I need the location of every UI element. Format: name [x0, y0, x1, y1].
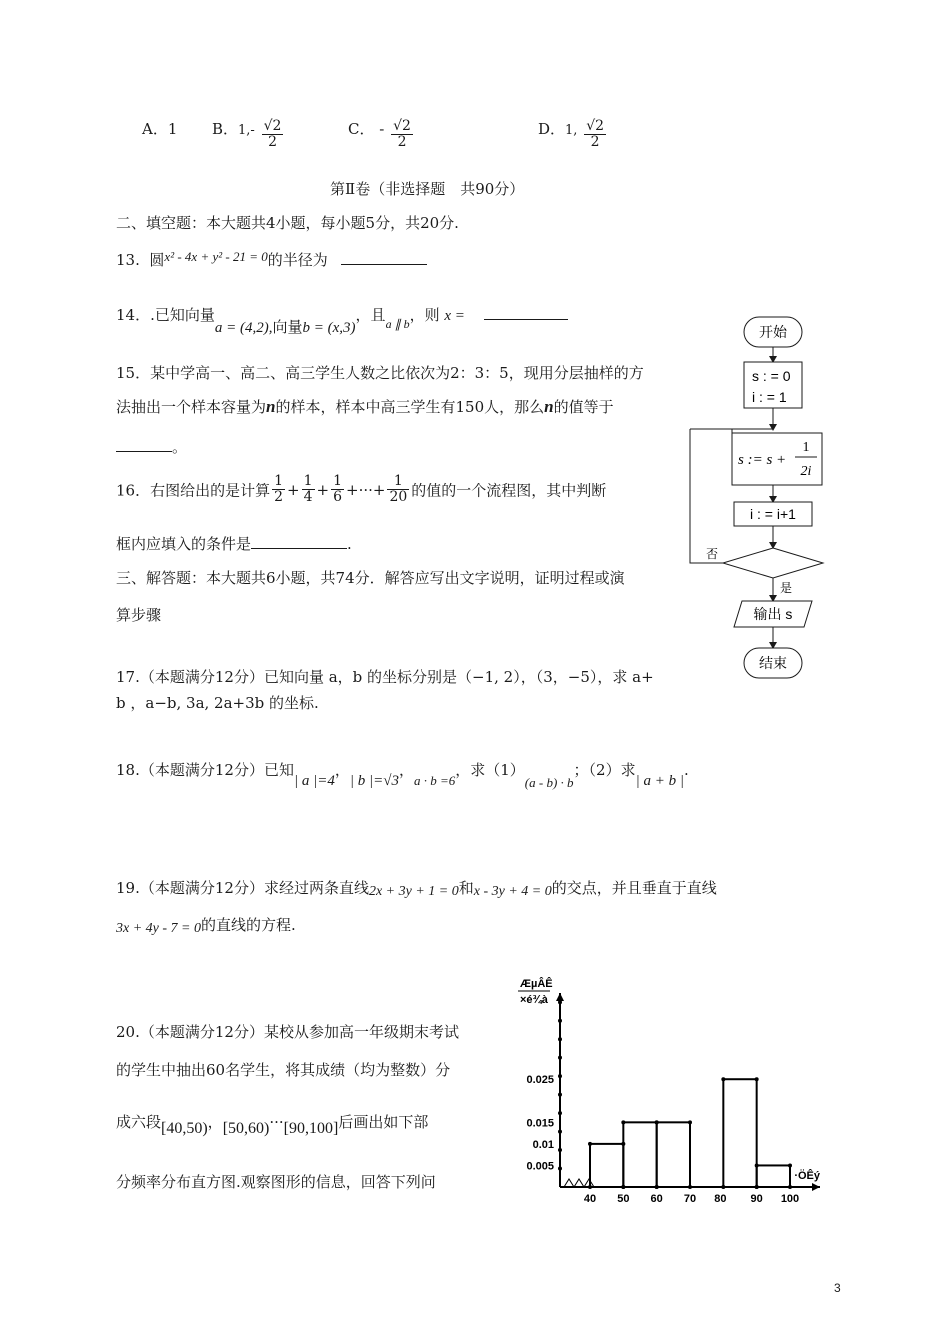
flow-assign-den: 2i: [800, 464, 812, 479]
q20-segment-2: [50,60): [222, 1120, 270, 1137]
question-19-line2: 3x + 4y - 7 = 0的直线的方程.: [116, 916, 296, 936]
answer-heading-line2: 算步骤: [116, 606, 162, 624]
question-16-line1: 16．右图给出的是计算 $\frac{1}{2}$ + $\frac{1}{4}$ + $\frac{1}{6}$ +···+ $\frac{1}{20}$ 的值的一个流程图，其中判断: [116, 473, 607, 506]
bar-corner-dot: [755, 1185, 759, 1189]
flow-assign-lhs: s := s +: [738, 452, 787, 468]
bar-corner-dot: [788, 1185, 792, 1189]
q18-cond-2: | b |=√3: [349, 773, 399, 789]
y-axis-dot: [558, 1093, 562, 1097]
q15-answer-blank[interactable]: [116, 451, 172, 452]
histogram-bar: [590, 1144, 623, 1187]
bar-corner-dot: [655, 1185, 659, 1189]
q16-term-4: $\frac{1}{20}$: [389, 473, 408, 506]
x-tick-label: 90: [750, 1193, 763, 1205]
question-17-line2: b ，a−b, 3a, 2a+3b 的坐标.: [116, 694, 319, 712]
y-axis-dot: [558, 1000, 562, 1004]
x-tick-label: 60: [650, 1193, 663, 1205]
bar-corner-dot: [755, 1077, 759, 1081]
q16-term-2: $\frac{1}{4}$: [303, 473, 313, 506]
histogram-bar: [657, 1122, 690, 1187]
flowchart: [680, 305, 830, 690]
histogram-bar: [623, 1122, 656, 1187]
q16-answer-blank[interactable]: [251, 548, 347, 549]
question-20-line2: 的学生中抽出60名学生，将其成绩（均为整数）分: [116, 1061, 451, 1079]
flow-start-label: 开始: [759, 324, 787, 340]
q18-cond-1: | a |=4: [293, 773, 335, 789]
y-axis-dot: [558, 1167, 562, 1171]
bar-corner-dot: [655, 1120, 659, 1124]
bar-corner-dot: [621, 1185, 625, 1189]
question-20-line1: 20.（本题满分12分）某校从参加高一年级期末考试: [116, 1023, 459, 1041]
flow-end-label: 结束: [759, 655, 787, 671]
q16-term-3: $\frac{1}{6}$: [333, 473, 343, 506]
q19-line-3: 3x + 4y - 7 = 0: [116, 921, 201, 936]
x-tick-label: 40: [583, 1193, 597, 1205]
flow-output-label: 输出 s: [753, 606, 793, 622]
y-axis-dot: [558, 1130, 562, 1134]
q14-vector-b: b = (x,3): [302, 320, 356, 336]
q20-segment-1: [40,50): [161, 1120, 208, 1137]
question-20-line3: 成六段[40,50)，[50,60)···[90,100]后画出如下部: [116, 1113, 429, 1137]
q19-line-1: 2x + 3y + 1 = 0: [368, 884, 459, 899]
flow-yes-label: 是: [780, 581, 793, 595]
flow-increment-label: i : = i+1: [750, 506, 796, 522]
question-16-line2: 框内应填入的条件是 .: [116, 535, 352, 553]
histogram-bar: [723, 1079, 756, 1187]
q14-parallel: a ∥ b: [385, 317, 410, 331]
question-15-line3: 。: [116, 436, 187, 457]
bar-corner-dot: [721, 1185, 725, 1189]
bar-corner-dot: [588, 1185, 592, 1189]
bar-corner-dot: [621, 1120, 625, 1124]
q19-line-2: x - 3y + 4 = 0: [473, 884, 552, 899]
y-axis-label: ÆµÂÊ: [520, 978, 553, 990]
histogram-bar: [757, 1165, 790, 1187]
y-axis-dot: [558, 1037, 562, 1041]
bar-corner-dot: [721, 1077, 725, 1081]
question-15-line2: 法抽出一个样本容量为n的样本，样本中高三学生有150人，那么n的值等于: [116, 397, 614, 416]
question-18: 18.（本题满分12分）已知| a |=4，| b |=√3，a · b =6，求（1）(a - b) · b；（2）求| a + b |.: [116, 761, 689, 790]
q18-cond-3: a · b =6: [413, 773, 456, 788]
flow-decision: [723, 548, 823, 578]
fill-heading: 二、填空题：本大题共4小题，每小题5分，共20分.: [116, 214, 459, 232]
q13-answer-blank[interactable]: [341, 264, 427, 265]
q14-answer-blank[interactable]: [484, 319, 568, 320]
bar-corner-dot: [788, 1163, 792, 1167]
question-17-line1: 17.（本题满分12分）已知向量 a，b 的坐标分别是（−1, 2），（3，−5），求 a+: [116, 668, 654, 686]
y-axis-dot: [558, 1111, 562, 1115]
bar-corner-dot: [588, 1142, 592, 1146]
x-tick-label: 100: [780, 1193, 800, 1205]
flow-init-s: s : = 0: [752, 368, 791, 384]
question-20-line4: 分频率分布直方图.观察图形的信息，回答下列问: [116, 1173, 436, 1191]
q18-expr-1: (a - b) · b: [524, 775, 574, 790]
y-axis-dot: [558, 1019, 562, 1023]
question-13: 13. 圆x² - 4x + y² - 21 = 0的半径为: [116, 249, 427, 270]
option-a: A．1: [142, 120, 178, 138]
y-axis-arrow: [556, 993, 564, 1001]
y-axis-dot: [558, 1056, 562, 1060]
q14-vector-a: a = (4,2),: [214, 320, 273, 336]
option-d: D．1, $\frac{√2}{2}$: [538, 117, 605, 150]
x-tick-label: 50: [617, 1193, 630, 1205]
q20-segment-3: [90,100]: [283, 1120, 339, 1137]
x-tick-label: 70: [683, 1193, 697, 1205]
q16-term-1: $\frac{1}{2}$: [274, 473, 284, 506]
y-axis-dot: [558, 1148, 562, 1152]
q18-expr-2: | a + b |: [635, 773, 684, 789]
option-b: B．1,- $\frac{√2}{2}$: [212, 117, 282, 150]
y-axis-dot: [558, 1074, 562, 1078]
y-tick-label: 0.005: [526, 1160, 554, 1173]
question-14: 14．.已知向量a = (4,2),向量b = (x,3)，且$_{a \parallel b}$，则 x =: [116, 304, 568, 337]
flow-no-label: 否: [706, 547, 719, 561]
answer-heading-line1: 三、解答题：本大题共6小题，共74分．解答应写出文字说明，证明过程或演: [116, 569, 625, 587]
histogram-chart: [510, 975, 840, 1215]
flow-assign-num: 1: [802, 440, 810, 455]
x-axis-label: ·ÖÊý: [794, 1170, 820, 1182]
option-c-fraction: $\frac{√2}{2}$: [393, 117, 411, 150]
q13-equation: x² - 4x + y² - 21 = 0: [164, 249, 268, 264]
x-axis-arrow: [812, 1183, 820, 1191]
question-15-line1: 15．某中学高一、高二、高三学生人数之比依次为2：3：5，现用分层抽样的方: [116, 364, 644, 382]
options-row: [142, 118, 177, 139]
y-tick-label: 0.01: [532, 1138, 554, 1151]
option-c: C． - $\frac{√2}{2}$: [348, 117, 411, 150]
y-tick-label: 0.025: [526, 1074, 554, 1087]
option-b-fraction: $\frac{√2}{2}$: [263, 117, 282, 150]
flow-init-i: i : = 1: [752, 389, 787, 405]
section-title: 第Ⅱ卷（非选择题 共90分）: [330, 180, 525, 198]
page-number: 3: [834, 1281, 841, 1295]
y-axis-label-2: ×é¾à: [520, 994, 548, 1006]
question-19-line1: 19.（本题满分12分）求经过两条直线2x + 3y + 1 = 0和x - 3y + 4 = 0的交点，并且垂直于直线: [116, 879, 717, 899]
y-tick-label: 0.015: [526, 1117, 554, 1130]
bar-corner-dot: [755, 1163, 759, 1167]
bar-corner-dot: [688, 1185, 692, 1189]
bar-corner-dot: [688, 1120, 692, 1124]
option-d-fraction: $\frac{√2}{2}$: [586, 117, 605, 150]
x-tick-label: 80: [714, 1193, 727, 1205]
